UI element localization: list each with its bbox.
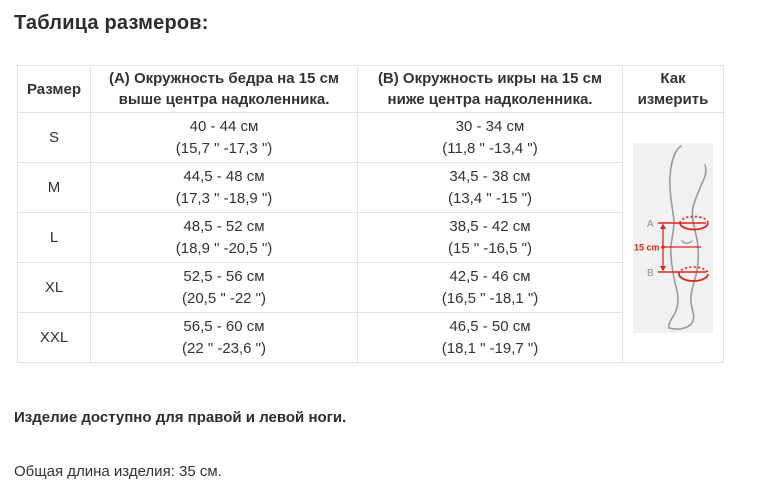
size-table bbox=[17, 65, 724, 363]
thigh-cell bbox=[91, 263, 358, 313]
thigh-cell bbox=[91, 313, 358, 363]
size-cell: S bbox=[18, 113, 91, 163]
measure-diagram-cell bbox=[623, 113, 724, 363]
thigh-cm-value: 48,5 - 52 см bbox=[183, 218, 265, 236]
calf-cell bbox=[358, 313, 623, 363]
thigh-cell bbox=[91, 163, 358, 213]
header-size: Размер bbox=[18, 66, 91, 113]
size-cell: XXL bbox=[18, 313, 91, 363]
page-title: Таблица размеров: bbox=[14, 12, 209, 34]
thigh-inch-value: (15,7 " -17,3 ") bbox=[175, 139, 273, 157]
thigh-cm-value: 44,5 - 48 см bbox=[183, 168, 265, 186]
calf-cm-value: 34,5 - 38 см bbox=[449, 168, 531, 186]
thigh-inch-value: (17,3 " -18,9 ") bbox=[175, 189, 273, 207]
calf-cell bbox=[358, 113, 623, 163]
label-b: B bbox=[647, 267, 654, 279]
size-table-header-row bbox=[18, 66, 724, 113]
size-cell: M bbox=[18, 163, 91, 213]
calf-cm-value: 46,5 - 50 см bbox=[449, 318, 531, 336]
header-calf-circumference: (B) Окружность икры на 15 см ниже центра надколенника. bbox=[358, 66, 623, 113]
calf-cm-value: 38,5 - 42 см bbox=[449, 218, 531, 236]
thigh-cm-value: 40 - 44 см bbox=[189, 118, 259, 136]
table-row-xxl bbox=[18, 313, 724, 363]
thigh-cm-value: 56,5 - 60 см bbox=[183, 318, 265, 336]
distance-label: 15 cm bbox=[634, 242, 660, 252]
leg-diagram-image bbox=[633, 143, 713, 333]
calf-cell bbox=[358, 213, 623, 263]
label-a: A bbox=[647, 218, 654, 230]
table-row-l bbox=[18, 213, 724, 263]
table-row-s bbox=[18, 113, 724, 163]
calf-cell bbox=[358, 263, 623, 313]
table-row-xl bbox=[18, 263, 724, 313]
header-how-to-measure: Как измерить bbox=[623, 66, 724, 113]
thigh-cm-value: 52,5 - 56 см bbox=[183, 268, 265, 286]
table-row-m bbox=[18, 163, 724, 213]
thigh-cell bbox=[91, 213, 358, 263]
calf-inch-value: (18,1 " -19,7 ") bbox=[441, 339, 539, 357]
product-length-note: Общая длина изделия: 35 см. bbox=[14, 463, 222, 480]
calf-cm-value: 30 - 34 см bbox=[455, 118, 525, 136]
calf-inch-value: (13,4 " -15 ") bbox=[447, 189, 533, 207]
thigh-inch-value: (18,9 " -20,5 ") bbox=[175, 239, 273, 257]
calf-cm-value: 42,5 - 46 см bbox=[449, 268, 531, 286]
calf-inch-value: (16,5 " -18,1 ") bbox=[441, 289, 539, 307]
leg-measurement-diagram bbox=[633, 143, 713, 333]
thigh-inch-value: (22 " -23,6 ") bbox=[181, 339, 267, 357]
calf-inch-value: (11,8 " -13,4 ") bbox=[442, 139, 538, 157]
header-thigh-circumference: (A) Окружность бедра на 15 см выше центра надколенника. bbox=[91, 66, 358, 113]
calf-inch-value: (15 " -16,5 ") bbox=[447, 239, 533, 257]
size-cell: XL bbox=[18, 263, 91, 313]
size-cell: L bbox=[18, 213, 91, 263]
calf-cell bbox=[358, 163, 623, 213]
thigh-inch-value: (20,5 " -22 ") bbox=[181, 289, 267, 307]
availability-note: Изделие доступно для правой и левой ноги. bbox=[14, 409, 347, 426]
thigh-cell bbox=[91, 113, 358, 163]
